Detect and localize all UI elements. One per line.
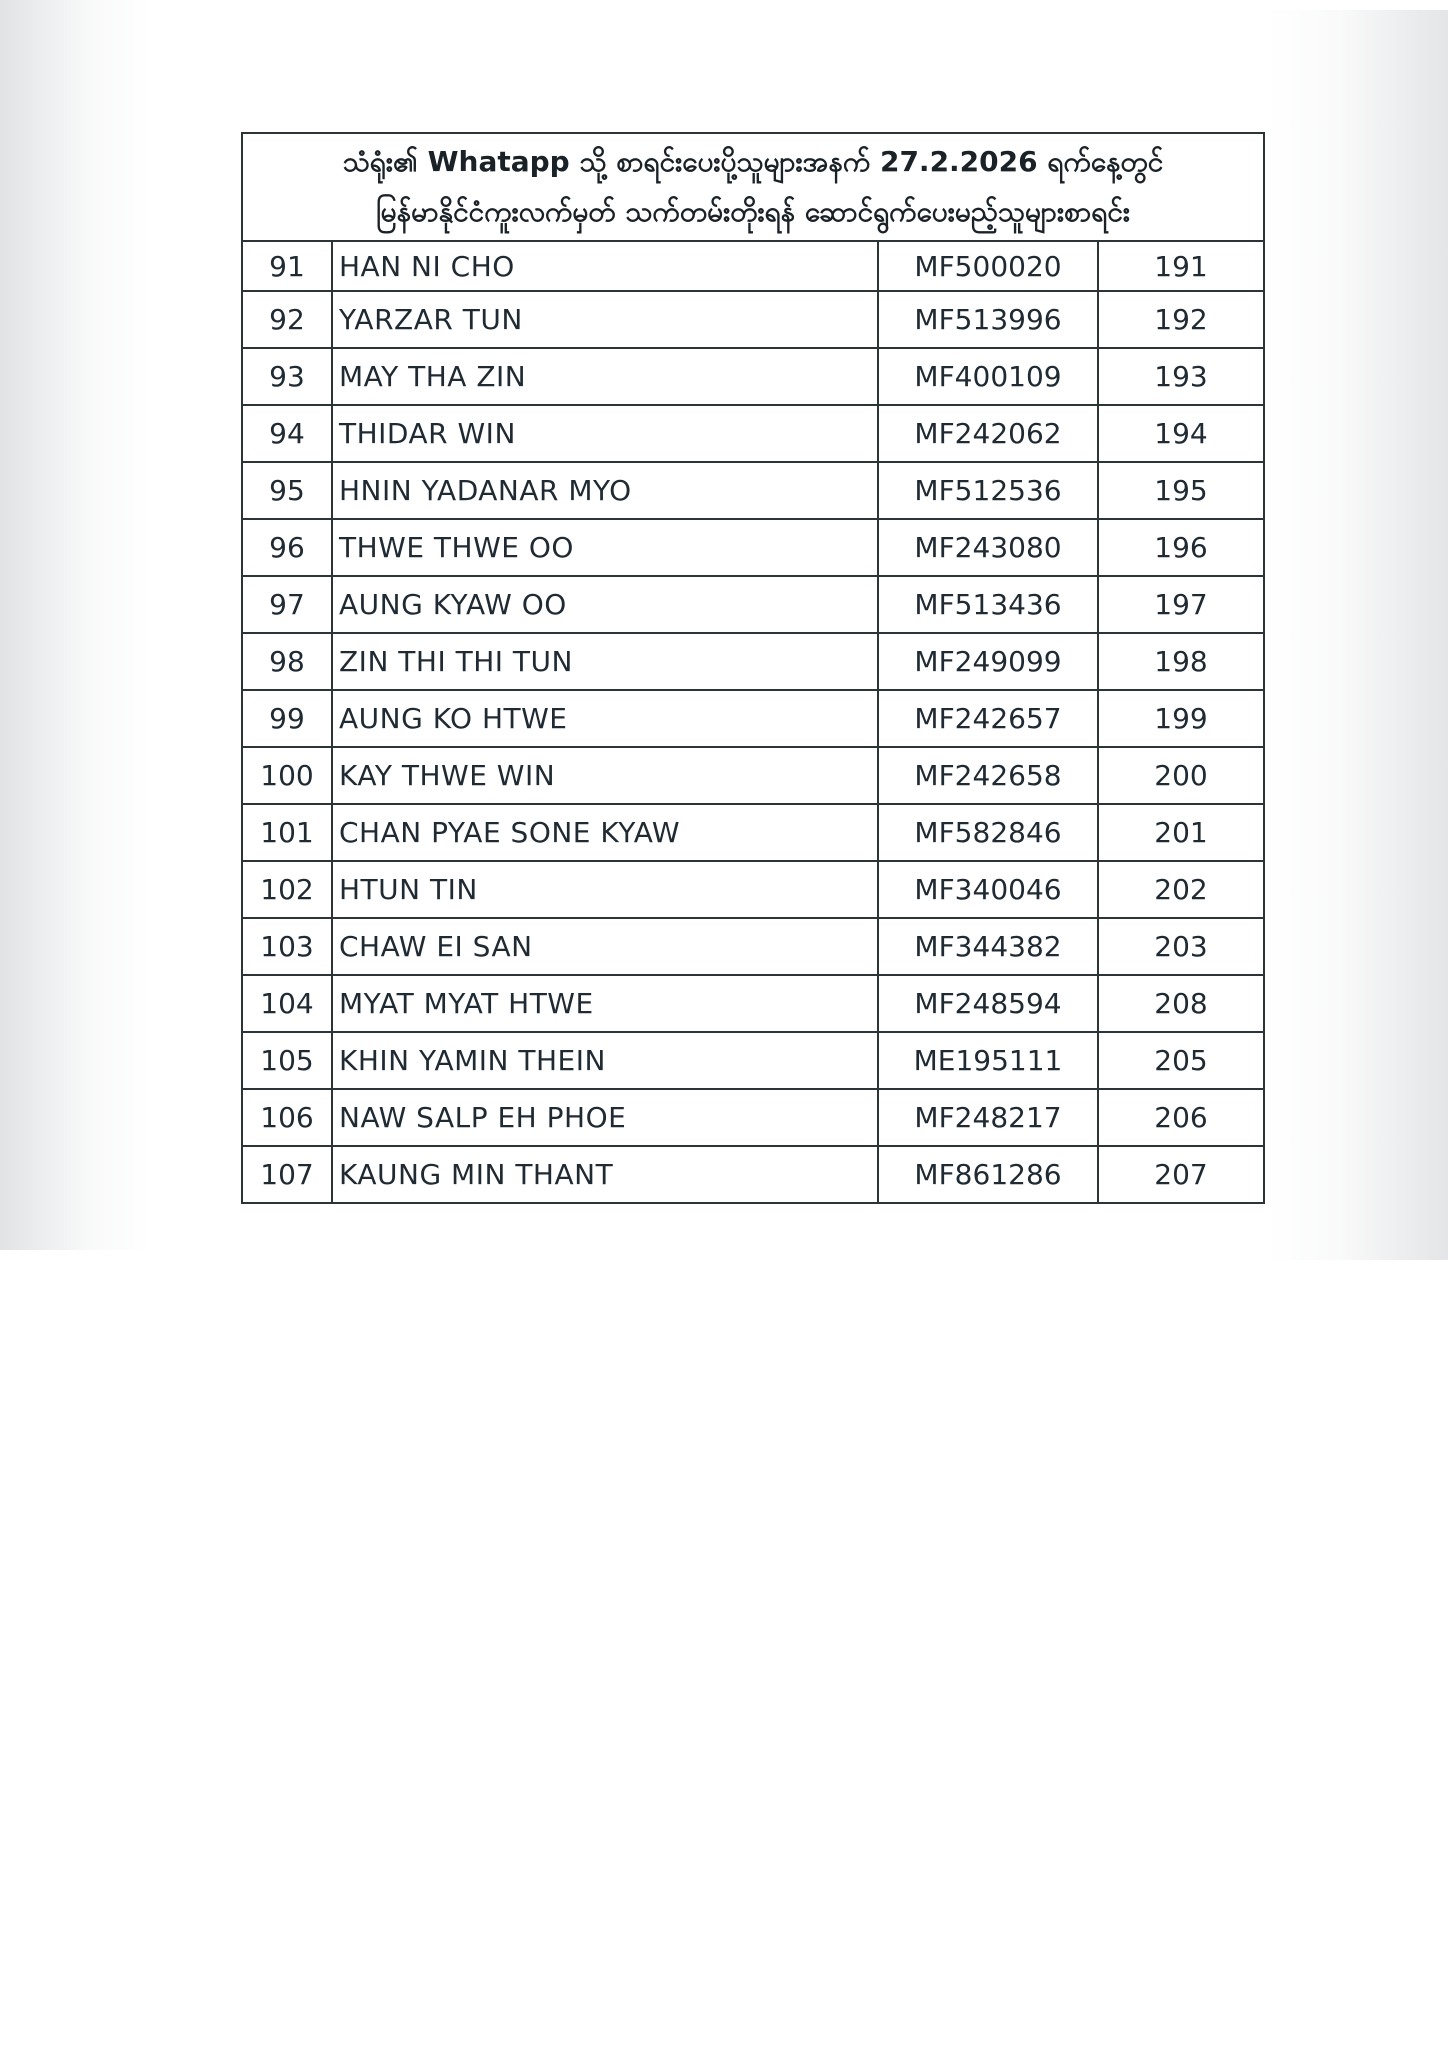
row-number: 99 (242, 690, 332, 747)
row-number: 97 (242, 576, 332, 633)
passport-number: ME195111 (878, 1032, 1098, 1089)
passport-renewal-table (241, 132, 1265, 1204)
queue-number: 203 (1098, 918, 1264, 975)
table-row (242, 1032, 1264, 1089)
queue-number: 196 (1098, 519, 1264, 576)
table-row (242, 690, 1264, 747)
applicant-name: CHAN PYAE SONE KYAW (332, 804, 878, 861)
applicant-name: AUNG KO HTWE (332, 690, 878, 747)
queue-number: 199 (1098, 690, 1264, 747)
passport-number: MF400109 (878, 348, 1098, 405)
applicant-name: AUNG KYAW OO (332, 576, 878, 633)
row-number: 101 (242, 804, 332, 861)
table-title (242, 133, 1264, 241)
applicant-name: NAW SALP EH PHOE (332, 1089, 878, 1146)
row-number: 102 (242, 861, 332, 918)
applicant-name: CHAW EI SAN (332, 918, 878, 975)
passport-number: MF249099 (878, 633, 1098, 690)
table-row (242, 804, 1264, 861)
table-row (242, 918, 1264, 975)
queue-number: 193 (1098, 348, 1264, 405)
queue-number: 191 (1098, 241, 1264, 291)
row-number: 95 (242, 462, 332, 519)
table-row (242, 519, 1264, 576)
table-title-row (242, 133, 1264, 241)
queue-number: 205 (1098, 1032, 1264, 1089)
row-number: 94 (242, 405, 332, 462)
title-line-1: သံရုံး၏ Whatapp သို့ စာရင်းပေးပို့သူများအနက် 27.2.2026 ရက်နေ့တွင် (342, 145, 1164, 178)
passport-number: MF248594 (878, 975, 1098, 1032)
applicant-name: HTUN TIN (332, 861, 878, 918)
queue-number: 207 (1098, 1146, 1264, 1203)
table-row (242, 633, 1264, 690)
passport-number: MF512536 (878, 462, 1098, 519)
passport-number: MF242658 (878, 747, 1098, 804)
passport-number: MF248217 (878, 1089, 1098, 1146)
row-number: 100 (242, 747, 332, 804)
row-number: 106 (242, 1089, 332, 1146)
passport-number: MF500020 (878, 241, 1098, 291)
table-row (242, 1089, 1264, 1146)
row-number: 92 (242, 291, 332, 348)
queue-number: 200 (1098, 747, 1264, 804)
applicant-name: YARZAR TUN (332, 291, 878, 348)
applicant-name: KAUNG MIN THANT (332, 1146, 878, 1203)
queue-number: 195 (1098, 462, 1264, 519)
title-line-2: မြန်မာနိုင်ငံကူးလက်မှတ် သက်တမ်းတိုးရန် ဆောင်ရွက်ပေးမည့်သူများစာရင်း (375, 195, 1131, 228)
queue-number: 198 (1098, 633, 1264, 690)
queue-number: 202 (1098, 861, 1264, 918)
row-number: 91 (242, 241, 332, 291)
applicant-name: ZIN THI THI TUN (332, 633, 878, 690)
table-row (242, 861, 1264, 918)
row-number: 103 (242, 918, 332, 975)
table-row (242, 1146, 1264, 1203)
table-row (242, 241, 1264, 291)
passport-number: MF242657 (878, 690, 1098, 747)
queue-number: 201 (1098, 804, 1264, 861)
queue-number: 206 (1098, 1089, 1264, 1146)
passport-number: MF513996 (878, 291, 1098, 348)
queue-number: 192 (1098, 291, 1264, 348)
queue-number: 197 (1098, 576, 1264, 633)
scan-shade-right (1268, 10, 1448, 1260)
applicant-name: HNIN YADANAR MYO (332, 462, 878, 519)
passport-number: MF861286 (878, 1146, 1098, 1203)
row-number: 98 (242, 633, 332, 690)
table-row (242, 405, 1264, 462)
row-number: 104 (242, 975, 332, 1032)
passport-number: MF340046 (878, 861, 1098, 918)
passport-number: MF582846 (878, 804, 1098, 861)
table-row (242, 462, 1264, 519)
passport-number: MF243080 (878, 519, 1098, 576)
row-number: 107 (242, 1146, 332, 1203)
queue-number: 208 (1098, 975, 1264, 1032)
passport-number: MF242062 (878, 405, 1098, 462)
queue-number: 194 (1098, 405, 1264, 462)
table-row (242, 576, 1264, 633)
applicant-name: KAY THWE WIN (332, 747, 878, 804)
row-number: 105 (242, 1032, 332, 1089)
passport-number: MF344382 (878, 918, 1098, 975)
table-row (242, 747, 1264, 804)
applicant-name: MAY THA ZIN (332, 348, 878, 405)
applicant-name: THIDAR WIN (332, 405, 878, 462)
applicant-name: THWE THWE OO (332, 519, 878, 576)
table-row (242, 975, 1264, 1032)
applicant-name: HAN NI CHO (332, 241, 878, 291)
applicant-name: KHIN YAMIN THEIN (332, 1032, 878, 1089)
scan-shade-left (0, 0, 150, 1250)
table-row (242, 291, 1264, 348)
row-number: 96 (242, 519, 332, 576)
row-number: 93 (242, 348, 332, 405)
passport-number: MF513436 (878, 576, 1098, 633)
table-row (242, 348, 1264, 405)
applicant-name: MYAT MYAT HTWE (332, 975, 878, 1032)
